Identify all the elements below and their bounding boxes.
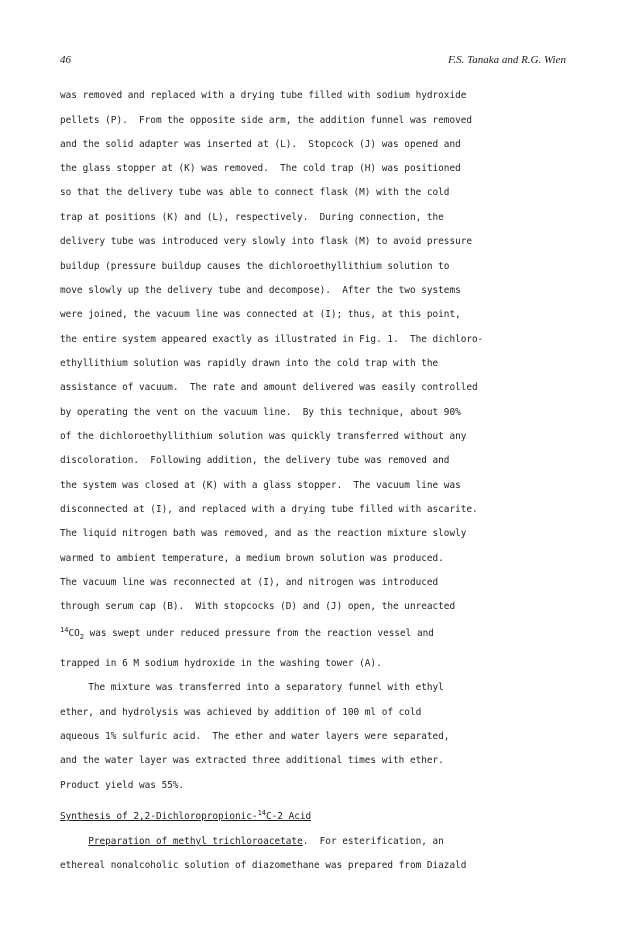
section-heading-superscript: 14 <box>257 808 266 817</box>
text-line-co2 <box>60 625 580 641</box>
text-line: so that the delivery tube was able to connect flask (M) with the cold <box>60 187 450 198</box>
text-line: The liquid nitrogen bath was removed, and as the reaction mixture slowly <box>60 528 467 539</box>
subsection-title: Preparation of methyl trichloroacetate <box>88 836 303 847</box>
text-line: the system was closed at (K) with a glass stopper. The vacuum line was <box>60 480 461 491</box>
text-line: ethereal nonalcoholic solution of diazomethane was prepared from Diazald <box>60 860 467 871</box>
section-heading-text-end: C-2 Acid <box>266 811 312 822</box>
text-line: and the solid adapter was inserted at (L). Stopcock (J) was opened and <box>60 139 461 150</box>
text-line: trapped in 6 M sodium hydroxide in the washing tower (A). <box>60 658 382 669</box>
text-line: aqueous 1% sulfuric acid. The ether and water layers were separated, <box>60 731 450 742</box>
text-line: through serum cap (B). With stopcocks (D) and (J) open, the unreacted <box>60 601 456 612</box>
text-line: Product yield was 55%. <box>60 780 185 791</box>
subsection-line <box>60 836 580 848</box>
text-line: and the water layer was extracted three additional times with ether. <box>60 755 444 766</box>
text-line: ether, and hydrolysis was achieved by addition of 100 ml of cold <box>60 707 422 718</box>
text-line: of the dichloroethyllithium solution was quickly transferred without any <box>60 431 467 442</box>
text-line: discoloration. Following addition, the delivery tube was removed and <box>60 455 450 466</box>
text-line: trap at positions (K) and (L), respectively. During connection, the <box>60 212 444 223</box>
text-line: by operating the vent on the vacuum line. By this technique, about 90% <box>60 407 461 418</box>
text-line: pellets (P). From the opposite side arm, the addition funnel was removed <box>60 115 473 126</box>
text-line: the glass stopper at (K) was removed. The cold trap (H) was positioned <box>60 163 461 174</box>
text-line: move slowly up the delivery tube and decompose). After the two systems <box>60 285 461 296</box>
text-line: assistance of vacuum. The rate and amount delivered was easily controlled <box>60 382 478 393</box>
text-line: the entire system appeared exactly as illustrated in Fig. 1. The dichloro- <box>60 334 484 345</box>
text-line: warmed to ambient temperature, a medium brown solution was produced. <box>60 553 444 564</box>
section-heading <box>60 808 580 823</box>
section-heading-text: Synthesis of 2,2-Dichloropropionic- <box>60 811 258 822</box>
text-line: The mixture was transferred into a separatory funnel with ethyl <box>60 682 444 693</box>
running-header-authors: F.S. Tanaka and R.G. Wien <box>448 54 566 66</box>
text-line: buildup (pressure buildup causes the dichloroethyllithium solution to <box>60 261 450 272</box>
page-number: 46 <box>60 54 71 66</box>
co2-subscript: 2 <box>79 632 84 641</box>
text-line: was removed and replaced with a drying tube filled with sodium hydroxide <box>60 90 467 101</box>
text-line: ethyllithium solution was rapidly drawn into the cold trap with the <box>60 358 439 369</box>
text-line: delivery tube was introduced very slowly into flask (M) to avoid pressure <box>60 236 473 247</box>
text-line-rest: was swept under reduced pressure from the reaction vessel and <box>83 628 434 639</box>
isotope-superscript: 14 <box>60 625 69 634</box>
co2-formula: CO <box>68 628 80 639</box>
text-line: disconnected at (I), and replaced with a drying tube filled with ascarite. <box>60 504 478 515</box>
text-line: The vacuum line was reconnected at (I), and nitrogen was introduced <box>60 577 439 588</box>
subsection-text: . For esterification, an <box>302 836 444 847</box>
text-line: were joined, the vacuum line was connected at (I); thus, at this point, <box>60 309 461 320</box>
